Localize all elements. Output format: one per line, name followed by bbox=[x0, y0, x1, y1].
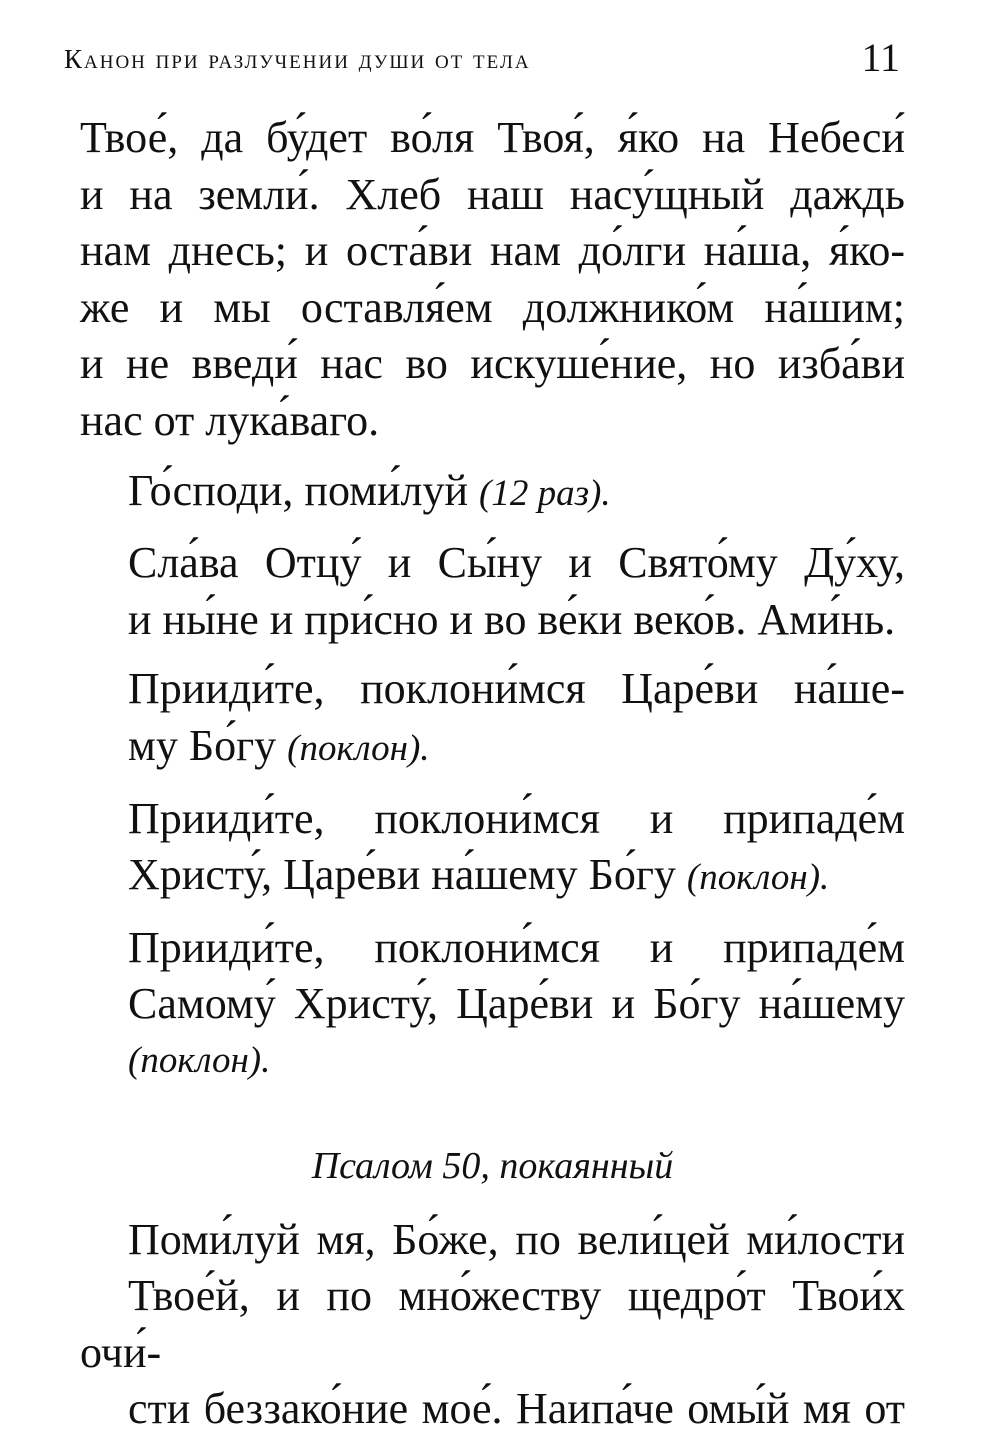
lord-have-mercy-paragraph bbox=[80, 463, 905, 523]
come-let-us-worship-1 bbox=[80, 661, 905, 777]
text-line: и ны́не и при́сно и во ве́ки веко́в. Ами́нь. bbox=[128, 594, 896, 644]
text-line: нас от лука́ваго. bbox=[80, 395, 380, 445]
rubric-note: (поклон). bbox=[686, 857, 830, 899]
page-header bbox=[64, 30, 900, 78]
psalm-50-paragraph bbox=[80, 1212, 905, 1438]
text-line: и на земли́. Хлеб наш насу́щный даждь bbox=[80, 169, 905, 219]
text-line: Прииди́те, поклони́мся Царе́ви на́ше- bbox=[128, 664, 905, 714]
text-line: Твое́, да бу́дет во́ля Твоя́, я́ко на Небеси́ bbox=[80, 113, 905, 162]
text-line: и не введи́ нас во искуше́ние, но изба́ви bbox=[80, 339, 905, 389]
text-line bbox=[80, 718, 905, 778]
page-body bbox=[80, 110, 905, 1451]
paragraph-text: Го́споди, поми́луй bbox=[128, 465, 480, 515]
text-line: Прииди́те, поклони́мся и припаде́м bbox=[128, 793, 905, 843]
text-line: нам днесь; и оста́ви нам до́лги на́ша, я́ко- bbox=[80, 226, 905, 276]
rubric-note: (12 раз). bbox=[479, 472, 611, 514]
text-line: сти беззако́ние мое́. Наипа́че омы́й мя от bbox=[128, 1384, 905, 1434]
rubric-note: (поклон). bbox=[287, 727, 430, 769]
section-heading: Псалом 50, покаянный bbox=[311, 1144, 674, 1187]
rubric-note: (поклон). bbox=[128, 1039, 271, 1081]
text-line: Сла́ва Отцу́ и Сы́ну и Свято́му Ду́ху, bbox=[128, 538, 905, 588]
text-line: Самому́ Христу́, Царе́ви и Бо́гу на́шему bbox=[128, 979, 905, 1029]
text-line: Твое́й, и по мно́жеству щедро́т Твои́х очи́- bbox=[80, 1271, 905, 1377]
come-let-us-worship-2 bbox=[80, 791, 905, 907]
paragraph-text: Христу́, Царе́ви на́шему Бо́гу bbox=[128, 850, 687, 900]
text-line: Прииди́те, поклони́мся и припаде́м bbox=[128, 922, 905, 972]
running-title: Канон при разлучении души от тела bbox=[64, 44, 531, 74]
paragraph-text: му Бо́гу bbox=[128, 720, 288, 770]
come-let-us-worship-3 bbox=[80, 920, 905, 1090]
text-line bbox=[80, 847, 905, 907]
text-line: Поми́луй мя, Бо́же, по вели́цей ми́лости bbox=[128, 1214, 905, 1264]
lords-prayer-continuation bbox=[80, 110, 905, 450]
page-number: 11 bbox=[861, 35, 900, 80]
text-line: же и мы оставля́ем должнико́м на́шим; bbox=[80, 282, 905, 332]
glory-paragraph bbox=[80, 535, 905, 648]
